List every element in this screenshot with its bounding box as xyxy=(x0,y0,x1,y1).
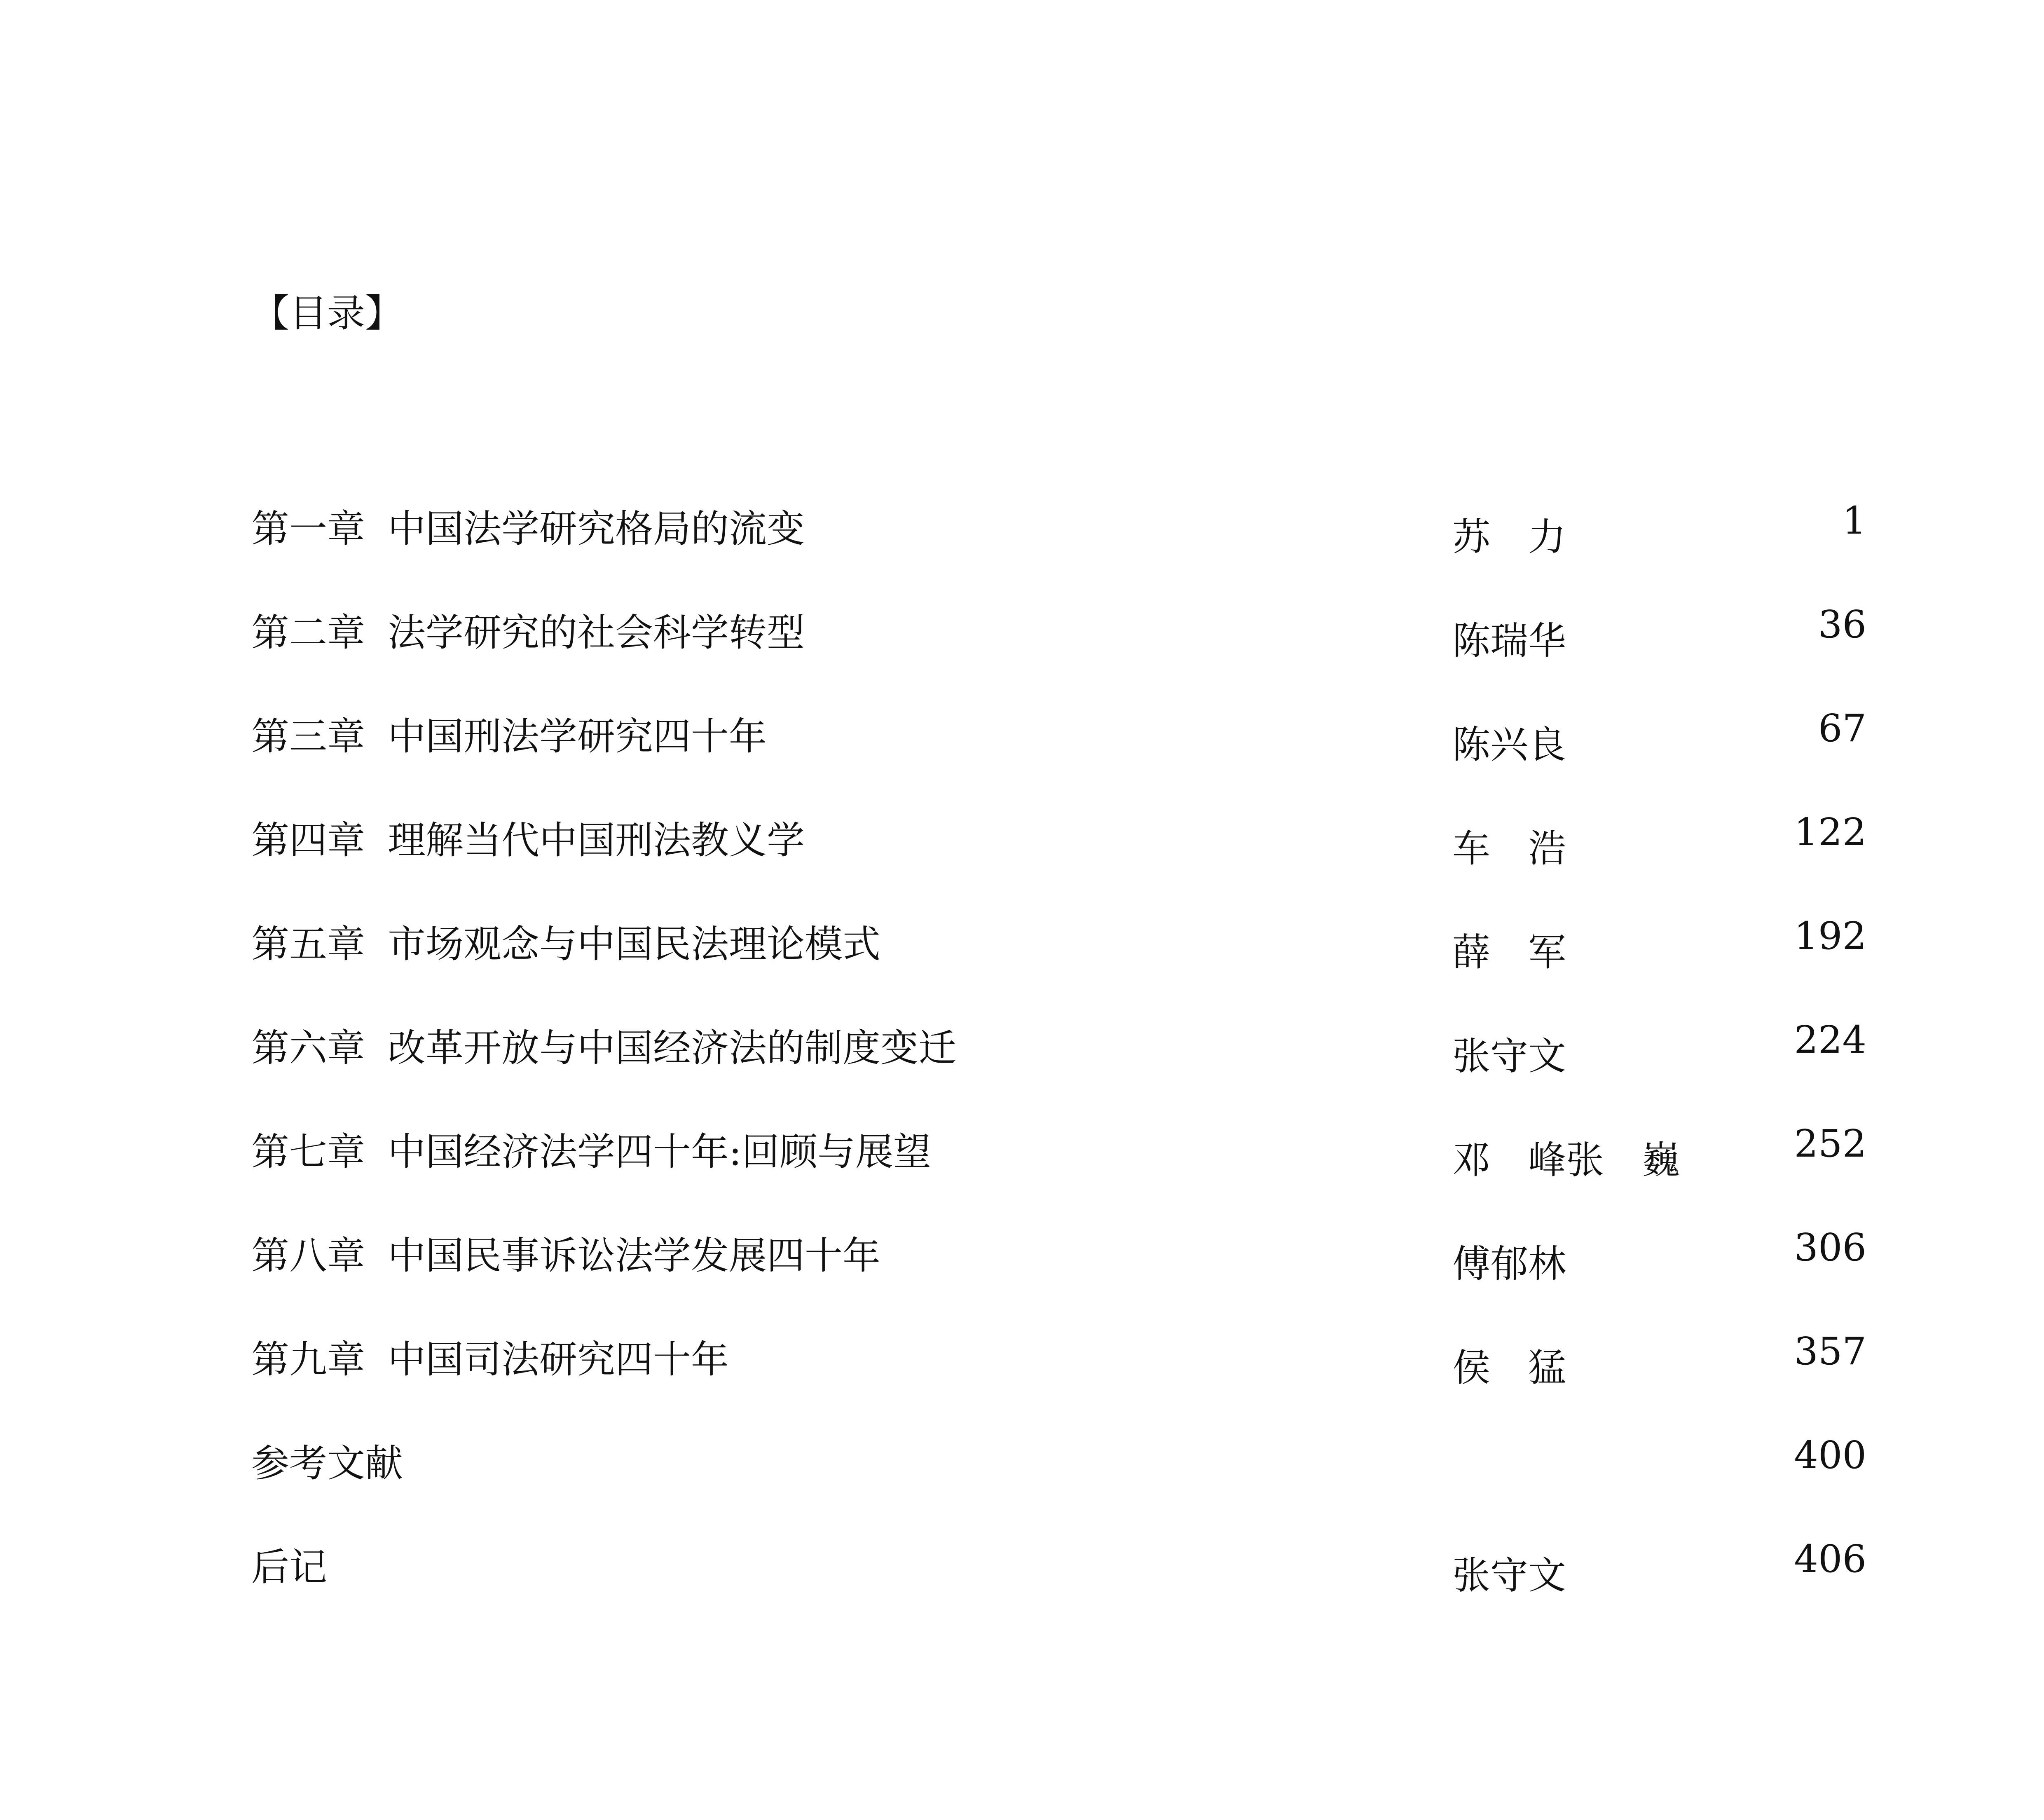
chapter-number: 第六章 xyxy=(251,1026,365,1070)
page-number: 36 xyxy=(1818,602,1866,646)
toc-entry[interactable] xyxy=(251,499,1866,602)
toc-entry-title-group xyxy=(251,1433,403,1487)
table-of-contents xyxy=(251,499,1866,1641)
toc-entry[interactable] xyxy=(251,1433,1866,1537)
chapter-author: 车 浩 xyxy=(1452,827,1566,871)
chapter-author: 苏 力 xyxy=(1452,515,1566,559)
toc-entry-title-group xyxy=(251,1329,729,1384)
toc-entry[interactable] xyxy=(251,1329,1866,1433)
chapter-author: 张守文 xyxy=(1452,1034,1566,1078)
toc-entry-title-group xyxy=(251,914,880,968)
chapter-title: 理解当代中国刑法教义学 xyxy=(388,818,805,862)
toc-entry-title-group xyxy=(251,602,805,657)
chapter-title: 中国经济法学四十年:回顾与展望 xyxy=(388,1130,932,1174)
page-number: 306 xyxy=(1794,1225,1866,1270)
page-number: 1 xyxy=(1842,499,1866,543)
chapter-title: 中国刑法学研究四十年 xyxy=(388,714,767,759)
page-number: 400 xyxy=(1794,1433,1866,1477)
chapter-number: 第四章 xyxy=(251,818,365,862)
chapter-author: 陈瑞华 xyxy=(1452,619,1566,663)
page-number: 224 xyxy=(1794,1018,1866,1062)
chapter-number: 第三章 xyxy=(251,714,365,759)
chapter-title: 中国民事诉讼法学发展四十年 xyxy=(388,1234,881,1278)
toc-heading: 【目录】 xyxy=(251,291,403,335)
section-title: 后记 xyxy=(251,1545,328,1589)
chapter-author: 陈兴良 xyxy=(1452,723,1566,767)
chapter-title: 中国法学研究格局的流变 xyxy=(388,507,805,551)
toc-entry[interactable] xyxy=(251,1018,1866,1122)
toc-entry-title-group xyxy=(251,1225,880,1280)
toc-entry-title-group xyxy=(251,499,805,553)
toc-entry-title-group xyxy=(251,706,767,761)
toc-entry[interactable] xyxy=(251,1225,1866,1329)
toc-entry[interactable] xyxy=(251,602,1866,706)
chapter-number: 第九章 xyxy=(251,1337,365,1382)
chapter-number: 第八章 xyxy=(251,1234,365,1278)
toc-entry-title-group xyxy=(251,810,805,864)
chapter-author: 邓 峰张 巍 xyxy=(1452,1138,1680,1182)
chapter-number: 第一章 xyxy=(251,507,365,551)
page-number: 192 xyxy=(1794,914,1866,958)
chapter-number: 第七章 xyxy=(251,1130,365,1174)
toc-entry-title-group xyxy=(251,1537,327,1591)
page-number: 406 xyxy=(1794,1537,1866,1581)
page-number: 67 xyxy=(1818,706,1866,750)
toc-entry[interactable] xyxy=(251,810,1866,914)
toc-entry[interactable] xyxy=(251,706,1866,810)
chapter-title: 法学研究的社会科学转型 xyxy=(388,611,805,655)
page-number: 252 xyxy=(1794,1122,1866,1166)
toc-entry-title-group xyxy=(251,1018,956,1072)
toc-entry-title-group xyxy=(251,1122,931,1176)
chapter-number: 第五章 xyxy=(251,922,365,966)
toc-entry[interactable] xyxy=(251,1537,1866,1641)
chapter-title: 市场观念与中国民法理论模式 xyxy=(388,922,881,966)
chapter-number: 第二章 xyxy=(251,611,365,655)
chapter-author: 傅郁林 xyxy=(1452,1242,1566,1286)
page-number: 122 xyxy=(1794,810,1866,854)
section-title: 参考文献 xyxy=(251,1441,403,1485)
chapter-author: 薛 军 xyxy=(1452,930,1566,974)
page-number: 357 xyxy=(1794,1329,1866,1373)
chapter-title: 改革开放与中国经济法的制度变迁 xyxy=(388,1026,957,1070)
chapter-author: 张守文 xyxy=(1452,1553,1566,1597)
chapter-author: 侯 猛 xyxy=(1452,1346,1566,1390)
chapter-title: 中国司法研究四十年 xyxy=(388,1337,729,1382)
toc-entry[interactable] xyxy=(251,1122,1866,1225)
toc-entry[interactable] xyxy=(251,914,1866,1018)
